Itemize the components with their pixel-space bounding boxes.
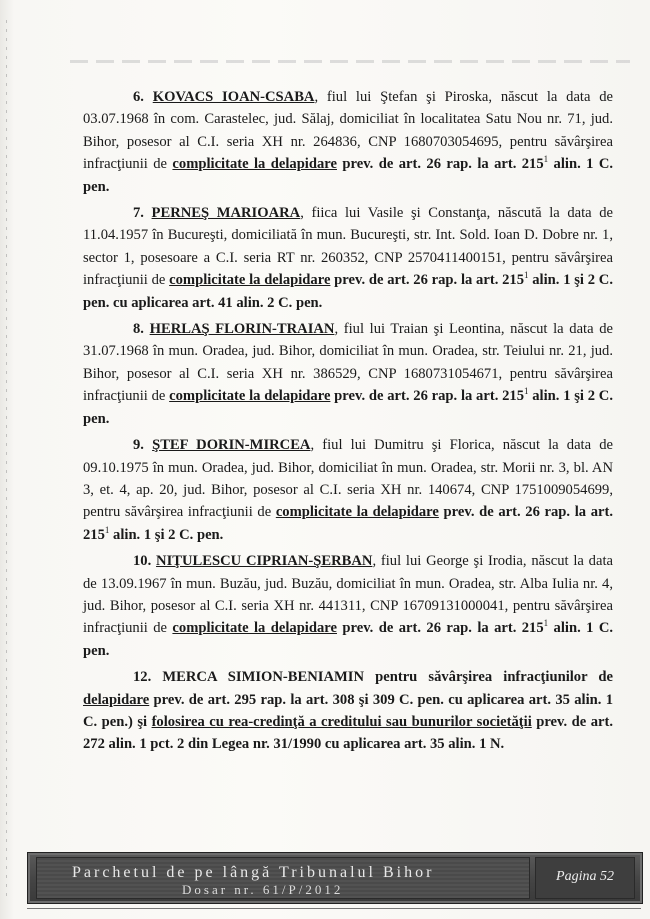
article-superscript: 1 [524, 270, 529, 281]
defendant-paragraph-6 [83, 86, 613, 198]
item-number: 6. [133, 89, 144, 105]
paragraph-text: , fiica lui Vasile şi Constanţa, născută la data de 11.04.1957 în Bucureşti, domiciliată în mun. Bucureşti, str. Int. Sold. Ioan D. Dobre nr. 1, sector 1, posesoare a C.I. seria RT nr. 260352, CNP 2570411400151, pentru săvârşirea infracţiunii de [83, 205, 613, 289]
legal-reference-tail: alin. 1 şi 2 C. pen. [109, 526, 224, 543]
defendant-name: HERLAŞ FLORIN-TRAIAN [149, 321, 335, 338]
legal-reference: prev. de art. 26 rap. la art. 215 [336, 156, 544, 173]
legal-reference: prev. de art. 26 rap. la art. 215 [330, 272, 524, 289]
item-number: 9. [133, 437, 144, 454]
article-superscript: 1 [543, 618, 549, 629]
legal-reference: prev. de art. 295 rap. la art. 308 şi 309 C. pen. cu aplicarea art. 35 alin. 1 C. pen.) şi [83, 691, 613, 730]
defendant-paragraph-10 [83, 550, 613, 662]
offence-name: complicitate la delapidare [275, 504, 439, 521]
paragraph-text: pentru săvârşirea infracţiunilor de [364, 669, 614, 686]
defendant-paragraph-8 [83, 318, 613, 430]
legal-reference: prev. de art. 26 rap. la art. 215 [83, 504, 613, 543]
legal-reference-tail: prev. de art. 272 alin. 1 pct. 2 din Legea nr. 31/1990 cu aplicarea art. 35 alin. 1 N. [83, 713, 613, 753]
defendant-paragraph-12 [83, 666, 613, 756]
scan-margin-line [6, 20, 7, 900]
paragraph-text: , fiul lui Dumitru şi Florica, născut la data de 09.10.1975 în mun. Oradea, jud. Bihor, domiciliat în mun. Oradea, str. Morii nr. 3, bl. AN 3, et. 4, ap. 20, jud. Bihor, posesor al C.I. seria XH nr. 140674, CNP 1751009054699, pentru săvârşirea infracţiunii de [83, 437, 613, 521]
footer-case-number: Dosar nr. 61/P/2012 [182, 882, 344, 897]
defendant-paragraph-7 [83, 202, 613, 314]
legal-reference-tail: alin. 1 şi 2 C. pen. cu aplicarea art. 41 alin. 2 C. pen. [83, 272, 613, 311]
document-body [83, 86, 613, 760]
legal-reference-tail: alin. 1 şi 2 C. pen. [83, 388, 613, 427]
offence-name: complicitate la delapidare [172, 156, 337, 173]
item-number: 10. [133, 553, 152, 570]
item-number: 7. [133, 205, 144, 222]
footer-office-name: Parchetul de pe lângă Tribunalul Bihor [72, 864, 435, 881]
offence-name: complicitate la delapidare [169, 272, 331, 289]
paragraph-text: , fiul lui Ştefan şi Piroska, născut la data de 03.07.1968 în com. Carastelec, jud. Sălaj, domiciliat în localitatea Satu Nou nr. 71, jud. Bihor, posesor al C.I. seria XH nr. 264836, CNP 1680703054695, pentru săvârşirea infracţiunii de [83, 89, 614, 173]
defendant-name: MERCA SIMION-BENIAMIN [162, 669, 365, 686]
item-number: 12. [133, 669, 152, 686]
footer-divider [27, 908, 641, 909]
page-number: Pagina 52 [556, 869, 614, 884]
legal-reference: prev. de art. 26 rap. la art. 215 [336, 620, 544, 637]
defendant-name: ŞTEF DORIN-MIRCEA [152, 437, 311, 454]
article-superscript: 1 [104, 524, 110, 535]
scan-bleedthrough [70, 60, 630, 63]
footer-office-panel [36, 857, 530, 899]
offence-name: complicitate la delapidare [169, 388, 331, 405]
paragraph-text: , fiul lui George şi Irodia, născut la data de 13.09.1967 în mun. Buzău, jud. Buzău, domiciliat în mun. Oradea, str. Alba Iulia nr. 4, jud. Bihor, posesor al C.I. seria XH nr. 441311, CNP 16709131000041, pentru săvârşirea infracţiunii de [83, 553, 613, 637]
item-number: 8. [133, 321, 144, 338]
footer-page-panel [535, 857, 635, 899]
paragraph-text: , fiul lui Traian şi Leontina, născut la data de 31.07.1968 în mun. Oradea, jud. Bihor, domiciliat în mun. Oradea, str. Teiului nr. 21, jud. Bihor, posesor al C.I. seria XH nr. 386529, CNP 1680731054671, pentru săvârşirea infracţiunii de [83, 321, 613, 405]
offence-name: delapidare [83, 691, 150, 708]
article-superscript: 1 [543, 154, 549, 165]
defendant-name: PERNEŞ MARIOARA [151, 205, 301, 222]
legal-reference-tail: alin. 1 C. pen. [83, 156, 614, 195]
defendant-name: KOVACS IOAN-CSABA [152, 89, 315, 105]
defendant-paragraph-9 [83, 434, 613, 546]
legal-reference: prev. de art. 26 rap. la art. 215 [330, 388, 524, 405]
offence-name-secondary: folosirea cu rea-credinţă a creditului sau bunurilor societăţii [151, 713, 532, 730]
legal-reference-tail: alin. 1 C. pen. [83, 620, 614, 659]
offence-name: complicitate la delapidare [172, 620, 337, 637]
page-footer [27, 852, 643, 904]
defendant-name: NIŢULESCU CIPRIAN-ŞERBAN [156, 553, 373, 570]
article-superscript: 1 [524, 386, 529, 397]
